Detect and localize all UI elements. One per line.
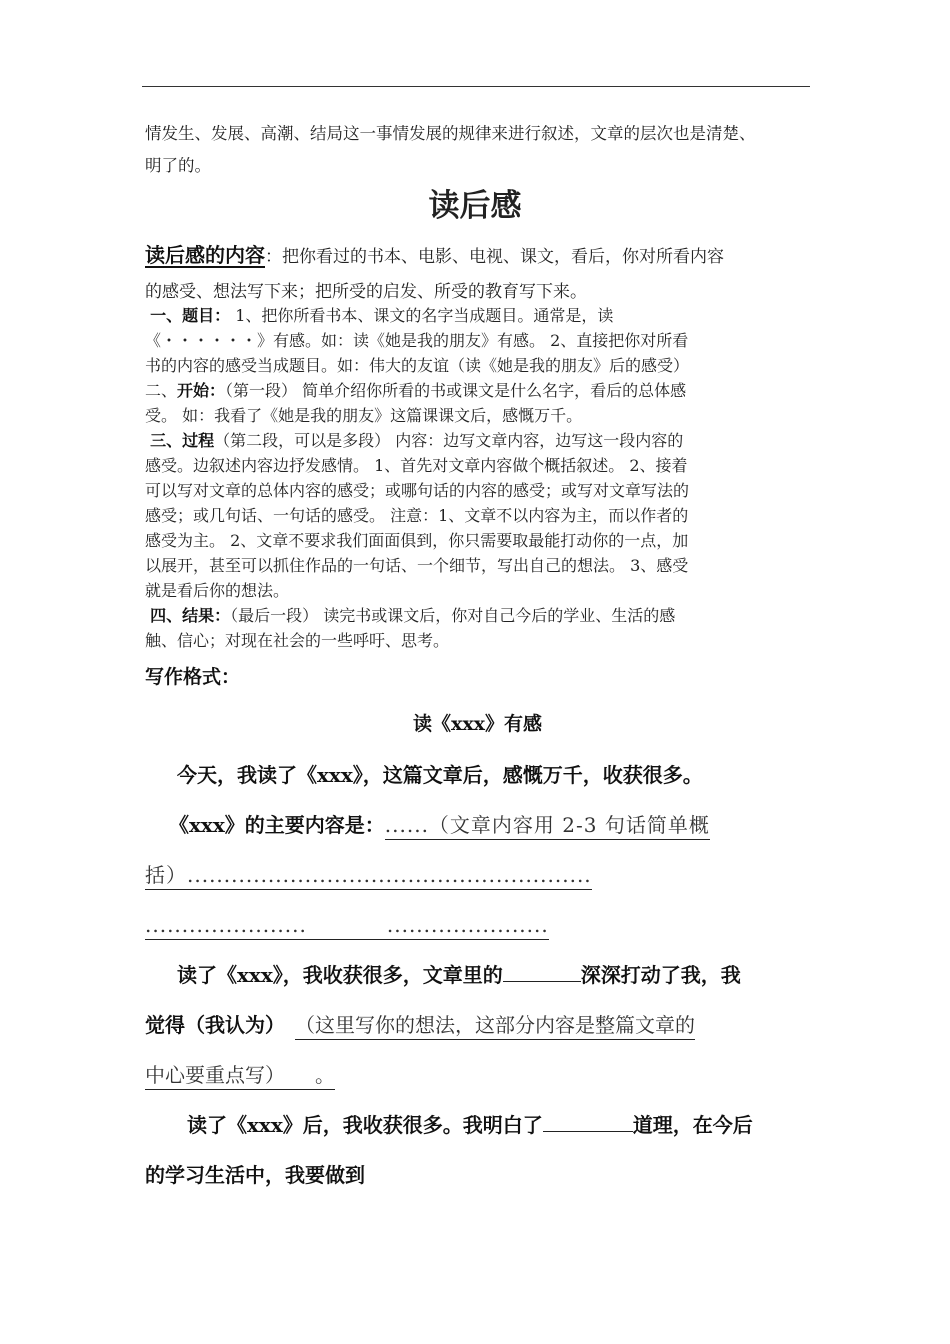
section-number: 二、 — [145, 381, 178, 400]
p2-line — [145, 900, 810, 950]
dots: ...................... — [145, 913, 307, 937]
section-line: 书的内容的感受当成题目。如：伟大的友谊（读《她是我的朋友》后的感受） — [145, 356, 690, 375]
dots: ...................... — [386, 913, 549, 937]
p2-line — [145, 800, 810, 850]
p4-text: 读了《xxx》后，我收获很多。我明白了 — [187, 1113, 543, 1137]
section-heading: 四、结果： — [150, 606, 231, 625]
section-line: 感受；或几句话、一句话的感受。 注意：1、文章不以内容为主，而以作者的 — [145, 506, 689, 525]
intro-line: 情发生、发展、高潮、结局这一事情发展的规律来进行叙述，文章的层次也是清楚、 — [145, 124, 756, 143]
section-line: 感受。边叙述内容边抒发感情。 1、首先对文章内容做个概括叙述。 2、接着 — [145, 456, 688, 475]
p4-text: 道理，在今后 — [632, 1113, 753, 1137]
section-text: 1、把你所看书本、课文的名字当成题目。通常是，读 — [230, 306, 614, 325]
template-paragraph-3 — [145, 950, 810, 1100]
section-text: （第二段，可以是多段） 内容：边写文章内容，边写这一段内容的 — [214, 431, 684, 450]
fill-blank — [503, 959, 581, 982]
section-heading: 一、题目： — [150, 306, 231, 325]
content-label: 读后感的内容 — [145, 243, 265, 267]
summary-blank-line — [145, 911, 549, 940]
content-line — [145, 238, 810, 275]
section-line: 以展开，甚至可以抓住作品的一句话、一个细节，写出自己的想法。 3、感受 — [145, 556, 689, 575]
section-line — [145, 378, 810, 403]
section-line: 受。 如：我看了《她是我的朋友》这篇课课文后，感慨万千。 — [145, 406, 583, 425]
p3-line — [145, 1050, 810, 1100]
section-line: 感受为主。 2、文章不要求我们面面俱到，你只需要取最能打动你的一点，加 — [145, 531, 689, 550]
content-line: 的感受、想法写下来；把所受的启发、所受的教育写下来。 — [145, 282, 587, 302]
section-heading: 三、过程 — [150, 431, 215, 450]
template-paragraph-4 — [145, 1100, 810, 1200]
p3-line — [145, 1000, 810, 1050]
section-line: 《・・・・・・》有感。如：读《她是我的朋友》有感。 2、直接把你对所看 — [145, 331, 689, 350]
fill-blank — [543, 1109, 633, 1132]
summary-note: ......（文章内容用 2-3 句话简单概 — [385, 811, 710, 840]
summary-continuation: 括）....................................................... — [145, 861, 592, 890]
section-line: 触、信心；对现在社会的一些呼吁、思考。 — [145, 631, 450, 650]
p3-text: 读了《xxx》，我收获很多，文章里的 — [177, 963, 503, 987]
p2-line — [145, 850, 810, 900]
template-title: 读《xxx》有感 — [413, 713, 542, 735]
section-line — [145, 303, 810, 328]
content-colon: ： — [265, 247, 282, 267]
template-paragraph-2 — [145, 800, 810, 950]
p4-line — [145, 1100, 810, 1150]
section-line — [145, 428, 810, 453]
section-text: （最后一段） 读完书或课文后，你对自己今后的学业、生活的感 — [230, 606, 676, 625]
content-text: 把你看过的书本、电影、电视、课文，看后，你对所看内容 — [282, 247, 724, 267]
page-title: 读后感 — [428, 188, 522, 224]
intro-paragraph — [145, 118, 810, 182]
header-rule — [142, 86, 810, 87]
section-line: 就是看后你的想法。 — [145, 581, 290, 600]
p4-line: 的学习生活中，我要做到 — [145, 1163, 365, 1187]
p3-line — [145, 950, 810, 1000]
p3-text: 深深打动了我，我 — [580, 963, 741, 987]
p3-text: 觉得（我认为） — [145, 1013, 285, 1037]
section-heading: 开始： — [177, 381, 226, 400]
thoughts-note: （这里写你的想法，这部分内容是整篇文章的 — [295, 1011, 695, 1040]
template-paragraph-1: 今天，我读了《xxx》，这篇文章后，感慨万千，收获很多。 — [177, 763, 703, 787]
thoughts-note: 中心要重点写） 。 — [145, 1061, 335, 1090]
section-line: 可以写对文章的总体内容的感受；或哪句话的内容的感受；或写对文章写法的 — [145, 481, 690, 500]
intro-line: 明了的。 — [145, 156, 211, 175]
format-heading: 写作格式： — [145, 666, 241, 688]
sections — [145, 303, 810, 653]
p2-label: 《xxx》的主要内容是： — [169, 813, 385, 837]
content-definition — [145, 238, 810, 310]
section-line — [145, 603, 810, 628]
section-text: （第一段） 简单介绍你所看的书或课文是什么名字，看后的总体感 — [225, 381, 687, 400]
